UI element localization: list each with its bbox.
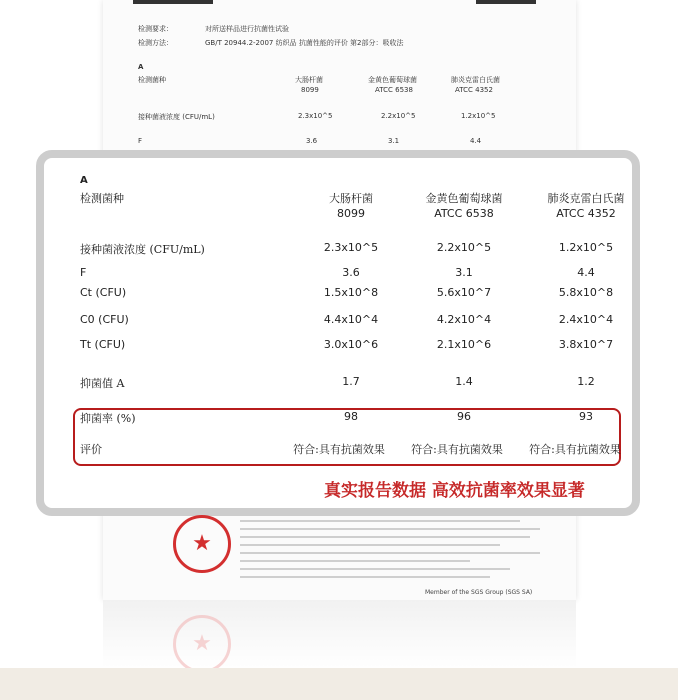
- row-label-inoculum: 接种菌液浓度 (CFU/mL): [80, 243, 205, 256]
- table-cell: 98: [344, 410, 358, 423]
- bg-row-label: F: [138, 137, 143, 145]
- col-name-staph: 金黄色葡萄球菌: [425, 192, 503, 205]
- table-cell: 符合:具有抗菌效果: [293, 443, 385, 456]
- bg-col-name: 金黄色葡萄球菌: [368, 76, 417, 84]
- table-cell: 1.5x10^8: [323, 286, 379, 299]
- section-label: A: [80, 175, 88, 186]
- table-cell: 1.7: [342, 375, 360, 388]
- method-label: 检测方法：: [138, 39, 173, 47]
- col-code-staph: ATCC 6538: [434, 207, 494, 220]
- table-cell: 1.2: [577, 375, 595, 388]
- bg-col-name: 大肠杆菌: [295, 76, 323, 84]
- req-label: 检测要求：: [138, 25, 173, 33]
- bg-cell: 2.3x10^5: [298, 112, 333, 120]
- bg-cell: 4.4: [470, 137, 482, 145]
- bg-cell: 3.1: [388, 137, 400, 145]
- bg-species-label: 检测菌种: [138, 76, 166, 84]
- bg-cell: 3.6: [306, 137, 318, 145]
- footer-band: [0, 668, 678, 700]
- col-code-ecoli: 8099: [337, 207, 365, 220]
- bg-col-code: 8099: [301, 86, 319, 94]
- table-cell: 3.1: [455, 266, 473, 279]
- promo-tagline: 真实报告数据 高效抗菌率效果显著: [324, 481, 585, 501]
- table-cell: 5.6x10^7: [436, 286, 492, 299]
- header-bar: [133, 0, 213, 4]
- row-label-f: F: [80, 266, 87, 279]
- row-label-c0: C0 (CFU): [80, 313, 129, 326]
- table-cell: 96: [457, 410, 471, 423]
- row-label-inhibition-value: 抑菌值 A: [80, 377, 125, 390]
- fine-print: [240, 520, 540, 584]
- req-value: 对所送样品进行抗菌性试验: [205, 25, 289, 33]
- bg-section-label: A: [138, 63, 144, 71]
- bg-row-label: 接种菌液浓度 (CFU/mL): [138, 113, 215, 121]
- table-cell: 2.3x10^5: [323, 241, 379, 254]
- table-cell: 93: [579, 410, 593, 423]
- results-card: [36, 150, 640, 516]
- bg-cell: 2.2x10^5: [381, 112, 416, 120]
- bg-col-name: 肺炎克雷白氏菌: [451, 76, 500, 84]
- table-cell: 3.6: [342, 266, 360, 279]
- col-name-kleb: 肺炎克雷白氏菌: [547, 192, 625, 205]
- method-value: GB/T 20944.2-2007 纺织品 抗菌性能的评价 第2部分：吸收法: [205, 39, 404, 47]
- bg-col-code: ATCC 4352: [455, 86, 493, 94]
- table-cell: 2.4x10^4: [558, 313, 614, 326]
- table-cell: 3.0x10^6: [323, 338, 379, 351]
- table-cell: 2.2x10^5: [436, 241, 492, 254]
- member-text: Member of the SGS Group (SGS SA): [425, 589, 533, 596]
- row-label-inhibition-rate: 抑菌率 (%): [80, 412, 136, 425]
- table-cell: 4.4: [577, 266, 595, 279]
- table-cell: 4.2x10^4: [436, 313, 492, 326]
- row-label-tt: Tt (CFU): [80, 338, 126, 351]
- row-label-evaluation: 评价: [80, 443, 102, 456]
- bg-cell: 1.2x10^5: [461, 112, 496, 120]
- table-cell: 1.4: [455, 375, 473, 388]
- table-cell: 4.4x10^4: [323, 313, 379, 326]
- table-cell: 符合:具有抗菌效果: [529, 443, 621, 456]
- bg-col-code: ATCC 6538: [375, 86, 413, 94]
- col-code-kleb: ATCC 4352: [556, 207, 616, 220]
- table-cell: 1.2x10^5: [558, 241, 614, 254]
- table-cell: 3.8x10^7: [558, 338, 614, 351]
- table-cell: 符合:具有抗菌效果: [411, 443, 503, 456]
- table-cell: 2.1x10^6: [436, 338, 492, 351]
- col-name-ecoli: 大肠杆菌: [329, 192, 373, 205]
- header-bar: [476, 0, 536, 4]
- table-cell: 5.8x10^8: [558, 286, 614, 299]
- species-label: 检测菌种: [80, 192, 124, 205]
- row-label-ct: Ct (CFU): [80, 286, 127, 299]
- seal-reflection-icon: ★: [173, 615, 231, 673]
- seal-stamp-icon: ★: [173, 515, 231, 573]
